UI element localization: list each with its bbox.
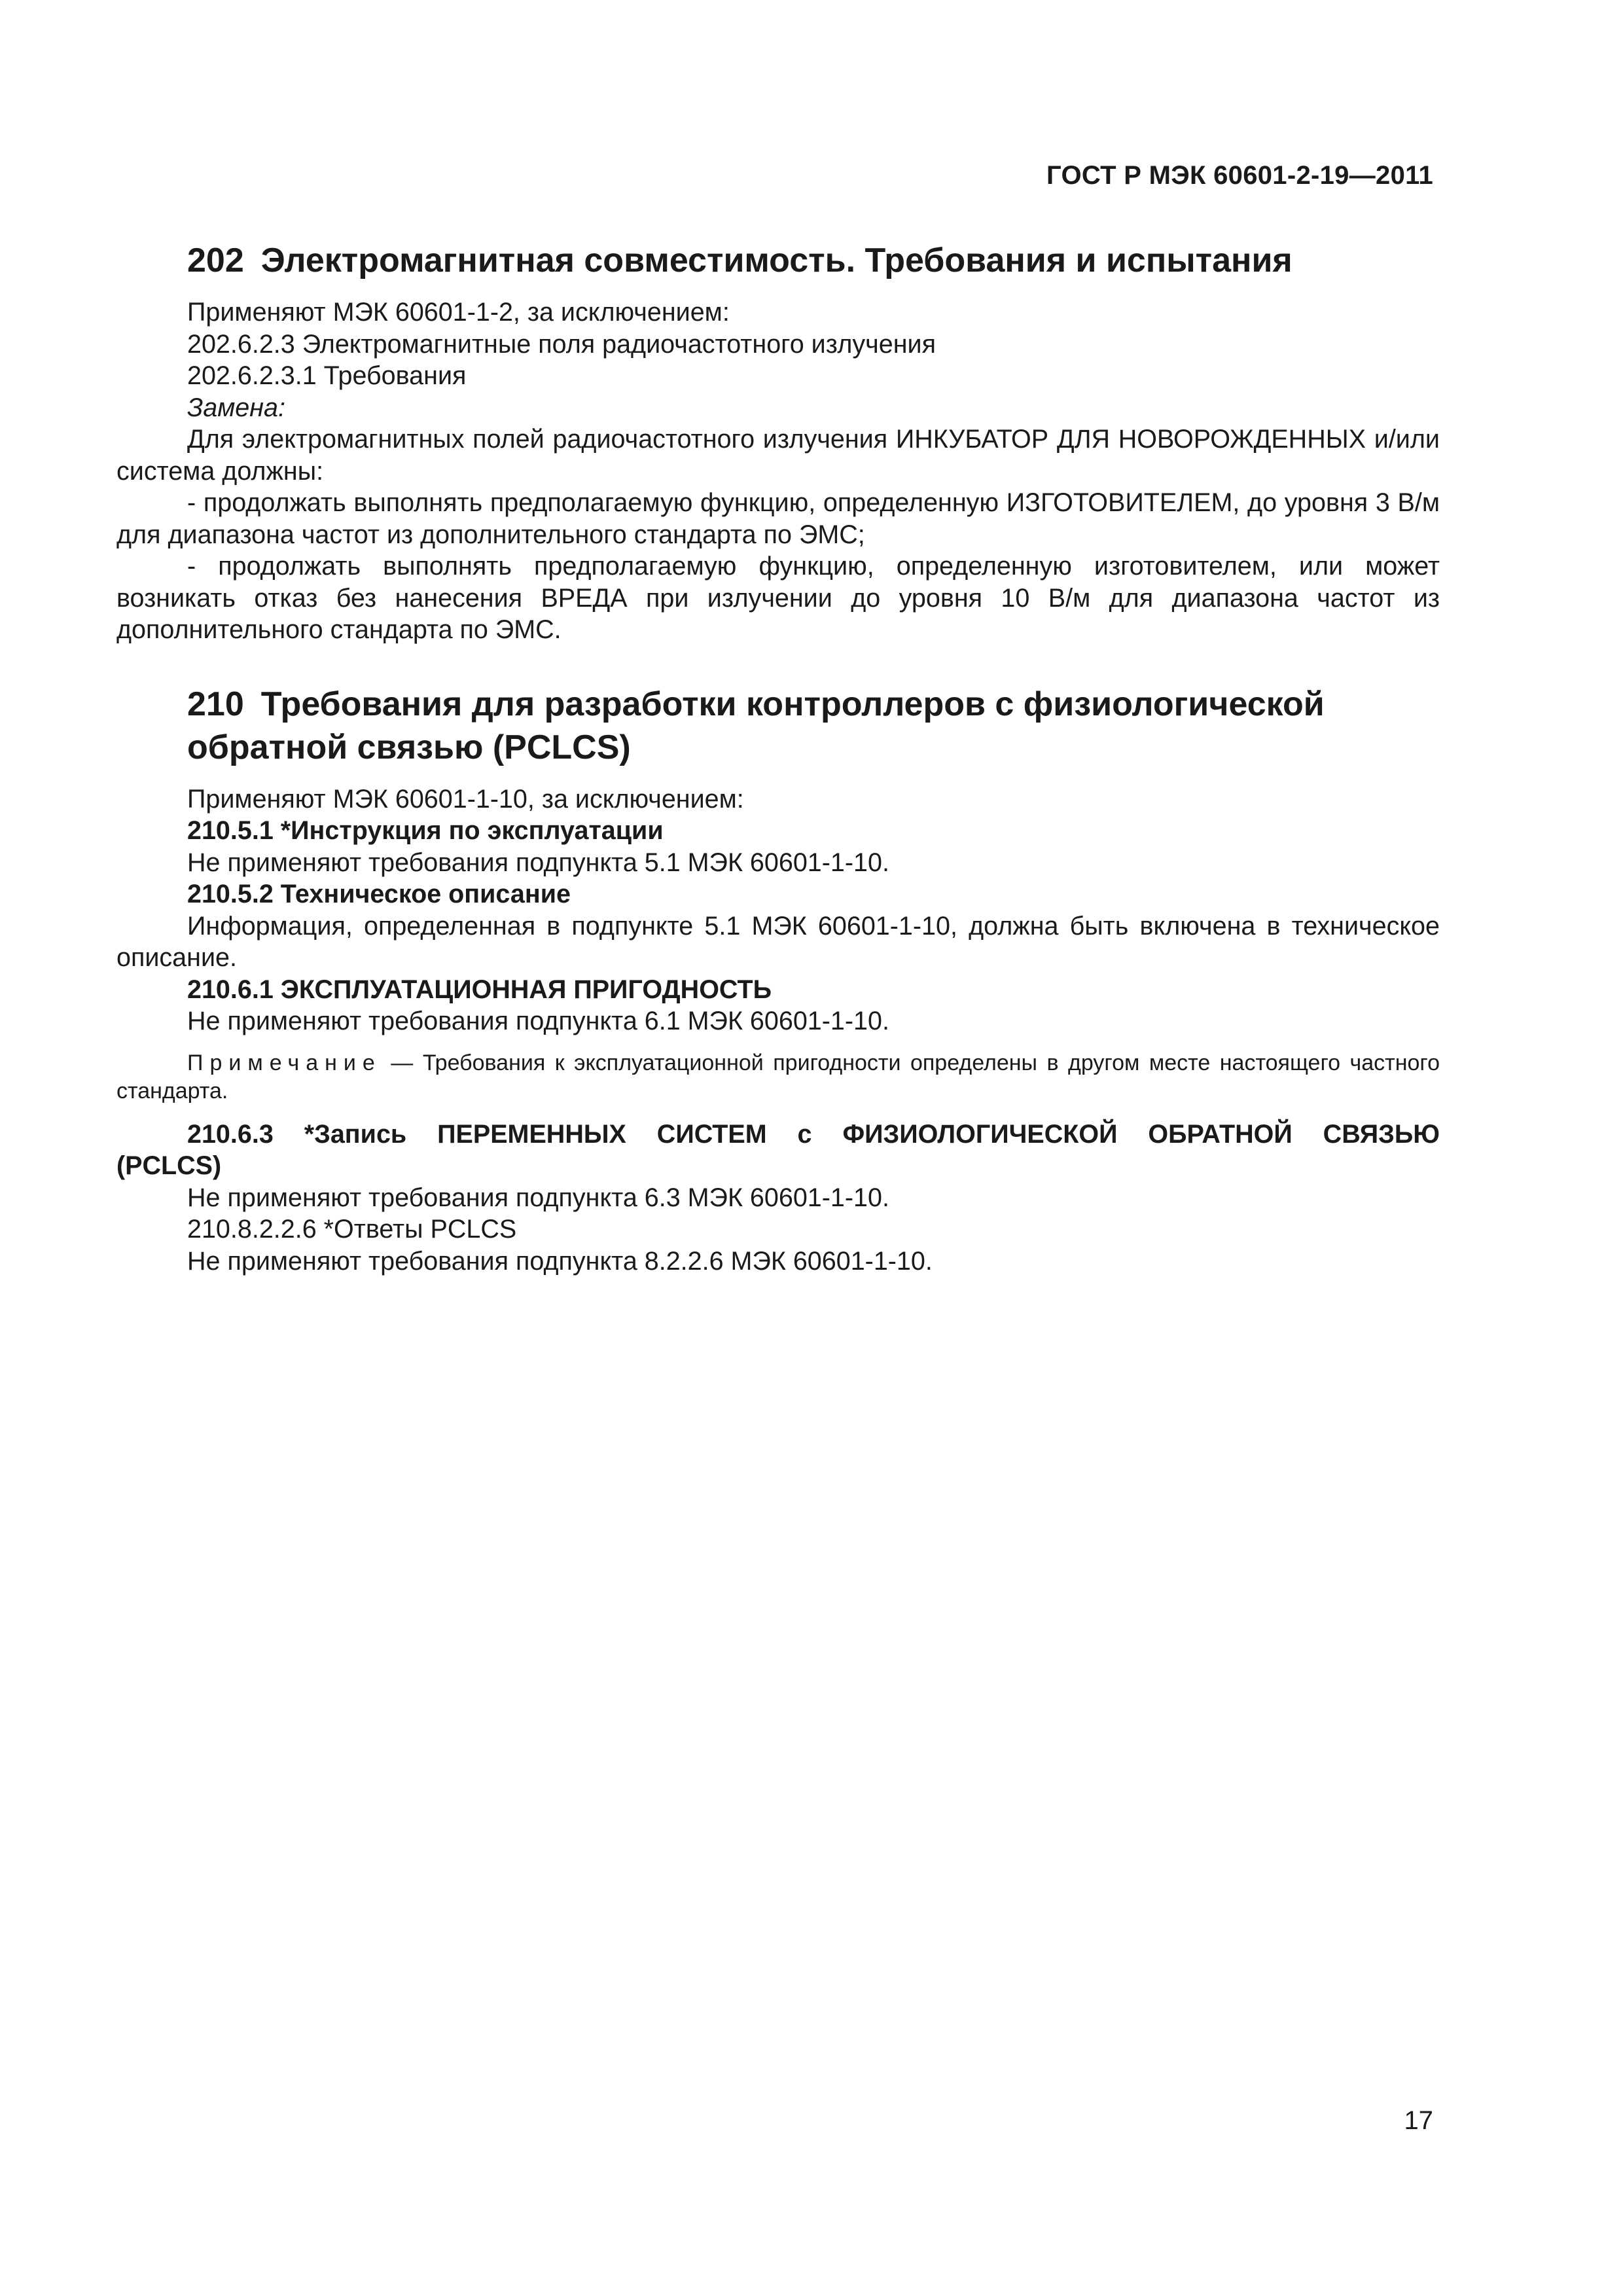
list-item: - продолжать выполнять предполагаемую функцию, определенную ИЗГОТОВИТЕЛЕМ, до уровня 3 В/м для диапазона частот из дополнительного стандарта по ЭМС;	[116, 488, 1440, 549]
section-210-heading	[116, 683, 1440, 769]
paragraph: 210.8.2.2.6 *Ответы PCLCS	[187, 1215, 517, 1244]
section-title-line-1: Требования для разработки контроллеров с физиологической	[260, 685, 1325, 723]
section-number: 202	[187, 242, 244, 279]
page-content	[116, 239, 1440, 1277]
note	[116, 1049, 1440, 1105]
paragraph: Не применяют требования подпункта 6.3 МЭК 60601-1-10.	[187, 1183, 889, 1212]
running-header: ГОСТ Р МЭК 60601-2-19—2011	[1046, 161, 1433, 190]
section-202-heading	[116, 239, 1440, 282]
paragraph: Применяют МЭК 60601-1-2, за исключением:	[187, 298, 730, 327]
section-title: Электромагнитная совместимость. Требования и испытания	[260, 242, 1293, 279]
subsection-heading: 210.6.3 *Запись ПЕРЕМЕННЫХ СИСТЕМ с ФИЗИОЛОГИЧЕСКОЙ ОБРАТНОЙ СВЯЗЬЮ	[187, 1119, 1440, 1149]
paragraph: Применяют МЭК 60601-1-10, за исключением:	[187, 784, 744, 814]
section-number: 210	[187, 685, 244, 723]
paragraph: Для электромагнитных полей радиочастотного излучения ИНКУБАТОР ДЛЯ НОВОРОЖДЕННЫХ и/или система должны:	[116, 425, 1440, 486]
paragraph: Не применяют требования подпункта 8.2.2.6 МЭК 60601-1-10.	[187, 1246, 933, 1276]
subsection-heading: 210.5.2 Техническое описание	[187, 880, 571, 908]
subsection-heading: 210.6.1 ЭКСПЛУАТАЦИОННАЯ ПРИГОДНОСТЬ	[187, 975, 772, 1004]
page-number: 17	[1404, 2106, 1433, 2135]
note-text: — Требования к эксплуатационной пригодности определены в другом месте настоящего частного стандарта.	[116, 1050, 1440, 1103]
paragraph: 202.6.2.3 Электромагнитные поля радиочастотного излучения	[187, 329, 936, 359]
list-item: - продолжать выполнять предполагаемую функцию, определенную изготовителем, или может возникать отказ без нанесения ВРЕДА при излучении до уровня 10 В/м для диапазона частот из дополнительного стандарта по ЭМС.	[116, 552, 1440, 644]
note-label: Примечание	[187, 1050, 382, 1075]
paragraph: Информация, определенная в подпункте 5.1 МЭК 60601-1-10, должна быть включена в техническое описание.	[116, 911, 1440, 972]
section-title-line-2: обратной связью (PCLCS)	[187, 728, 631, 766]
paragraph-replacement-label: Замена:	[187, 393, 285, 422]
subsection-heading-continuation: (PCLCS)	[116, 1151, 222, 1180]
subsection-heading: 210.5.1 *Инструкция по эксплуатации	[187, 816, 664, 845]
paragraph: Не применяют требования подпункта 6.1 МЭК 60601-1-10.	[187, 1007, 889, 1035]
paragraph: 202.6.2.3.1 Требования	[187, 361, 467, 390]
paragraph: Не применяют требования подпункта 5.1 МЭК 60601-1-10.	[187, 848, 889, 877]
